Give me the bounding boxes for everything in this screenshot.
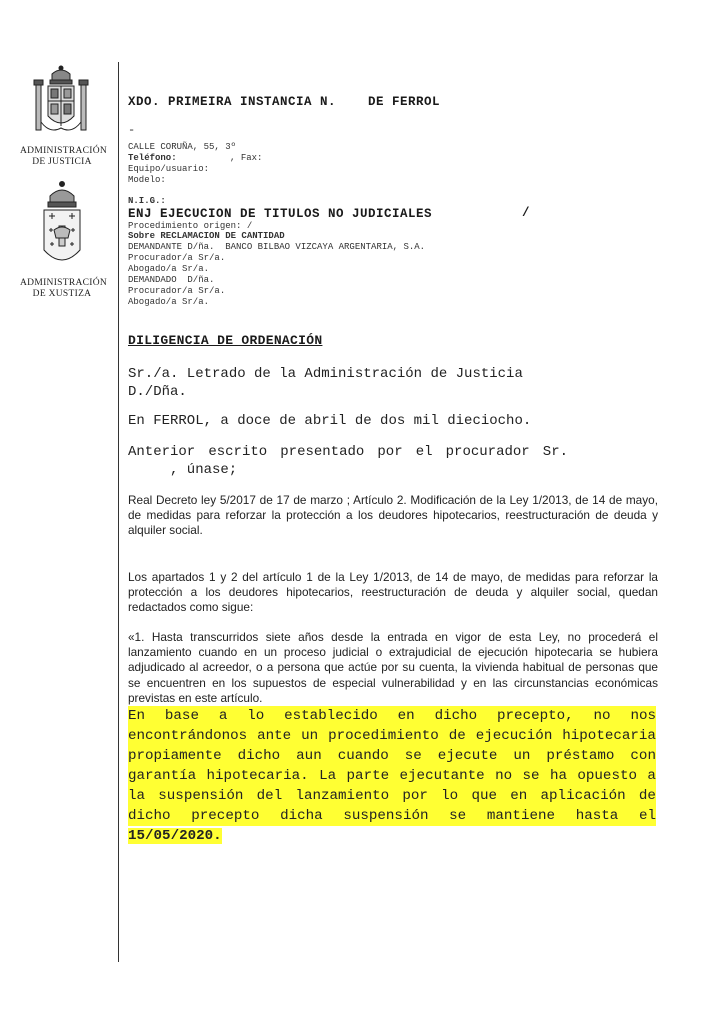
hl-line-3-word: dicho bbox=[237, 748, 281, 764]
hl-line-3-word: aun bbox=[296, 748, 322, 764]
hl-line-2-word: ante bbox=[257, 728, 292, 744]
hl-line-4-word: ejecutante bbox=[399, 768, 485, 784]
hl-line-4-word: a bbox=[647, 768, 656, 784]
diligencia-title: DILIGENCIA DE ORDENACIÓN bbox=[128, 333, 323, 348]
hl-line-1-word: En bbox=[128, 708, 146, 724]
team-label: Equipo/usuario: bbox=[128, 164, 210, 174]
defendant-abogado: Abogado/a Sr/a. bbox=[128, 297, 210, 307]
paragraph-apartados: Los apartados 1 y 2 del artículo 1 de la Ley 1/2013, de 14 de mayo, de medidas para reforzar la protección a los deudores hipotecarios, reestructuración de deuda y alquiler social, quedan redactados como sigue: bbox=[128, 570, 658, 615]
hl-line-1-word: dicho bbox=[434, 708, 478, 724]
hl-line-5-word: la bbox=[128, 788, 146, 804]
hl-line-6-word: hasta bbox=[575, 808, 619, 824]
hl-line-5-word: aplicación bbox=[540, 788, 626, 804]
letrado-line-1: Sr./a. Letrado de la Administración de Justicia bbox=[128, 366, 523, 382]
hl-line-3-word: con bbox=[630, 748, 656, 764]
hl-line-3-word: préstamo bbox=[546, 748, 615, 764]
hl-line-2-word: de bbox=[448, 728, 466, 744]
justicia-crest-icon bbox=[30, 64, 92, 146]
xustiza-label: ADMINISTRACIÓN DE XUSTIZA bbox=[20, 278, 108, 299]
escrito-line-1 bbox=[128, 443, 568, 461]
justicia-label: ADMINISTRACIÓN DE JUSTICIA bbox=[20, 146, 108, 167]
highlighted-paragraph bbox=[128, 706, 656, 846]
hl-line-4-word: parte bbox=[346, 768, 390, 784]
escrito-line-2: , únase; bbox=[170, 462, 238, 478]
hl-line-1-word: lo bbox=[247, 708, 265, 724]
hl-line-3-word: cuando bbox=[337, 748, 389, 764]
escrito-text: Anterior escrito presentado por el procurador Sr. bbox=[128, 444, 568, 460]
hl-line-1 bbox=[128, 706, 656, 726]
paragraph-real-decreto: Real Decreto ley 5/2017 de 17 de marzo ; Artículo 2. Modificación de la Ley 1/2013, de 14 de mayo, de medidas para reforzar la protección a los deudores hipotecarios, reestructuración de deuda y alquiler social. bbox=[128, 493, 658, 538]
procedure-slash: / bbox=[522, 206, 531, 220]
origin-label: Procedimiento origen: / bbox=[128, 221, 253, 231]
court-address: CALLE CORUÑA, 55, 3º bbox=[128, 142, 237, 152]
defendant-line: DEMANDADO D/ña. bbox=[128, 275, 215, 285]
hl-line-4-word: no bbox=[495, 768, 513, 784]
hl-line-1-word: establecido bbox=[284, 708, 378, 724]
model-label: Modelo: bbox=[128, 175, 166, 185]
phone-label-text: Teléfono: bbox=[128, 153, 177, 163]
hl-line-3-word: propiamente bbox=[128, 748, 222, 764]
suspension-date: 15/05/2020. bbox=[128, 828, 222, 844]
paragraph-quote: «1. Hasta transcurridos siete años desde la entrada en vigor de esta Ley, no procederá el lanzamiento cuando en un proceso judicial o extrajudicial de ejecución hipotecaria se hubiera adjudicado al acreedor, o a persona que actúe por su cuenta, la vivienda habitual de personas que se encuentren en los supuestos de especial vulnerabilidad y en las circunstancias económicas previstas en este artículo. bbox=[128, 630, 658, 705]
hl-line-5-word: por bbox=[402, 788, 428, 804]
hl-line-1-word: no bbox=[593, 708, 611, 724]
hl-line-3 bbox=[128, 746, 656, 766]
phone-label bbox=[128, 153, 262, 164]
hl-line-2-word: procedimiento bbox=[328, 728, 439, 744]
hl-line-5-word: en bbox=[510, 788, 528, 804]
hl-line-1-word: precepto, bbox=[497, 708, 574, 724]
fax-label: , Fax: bbox=[230, 153, 263, 163]
procedure-title: ENJ EJECUCION DE TITULOS NO JUDICIALES bbox=[128, 207, 433, 221]
subject-line: Sobre RECLAMACION DE CANTIDAD bbox=[128, 231, 285, 241]
hl-line-6-word: suspensión bbox=[343, 808, 429, 824]
header-dash: - bbox=[128, 123, 136, 137]
hl-line-1-word: en bbox=[397, 708, 415, 724]
hl-line-5-word: lanzamiento bbox=[295, 788, 390, 804]
hl-line-6-word: el bbox=[638, 808, 656, 824]
plaintiff-abogado: Abogado/a Sr/a. bbox=[128, 264, 210, 274]
letrado-line-2: D./Dña. bbox=[128, 384, 187, 400]
hl-line-2-word: encontrándonos bbox=[128, 728, 248, 744]
hl-line-4-word: garantía bbox=[128, 768, 197, 784]
hl-line-6-word: dicho bbox=[128, 808, 171, 824]
hl-line-5 bbox=[128, 786, 656, 806]
hl-line-3-word: se bbox=[404, 748, 422, 764]
hl-line-6-word: se bbox=[449, 808, 467, 824]
hl-line-4-word: hipotecaria. bbox=[206, 768, 309, 784]
hl-line-4-word: opuesto bbox=[577, 768, 637, 784]
hl-line-1-word: a bbox=[218, 708, 228, 724]
hl-line-6-word: precepto bbox=[191, 808, 260, 824]
xustiza-crest-icon bbox=[34, 180, 90, 278]
hl-line-6 bbox=[128, 806, 656, 826]
hl-line-3-word: un bbox=[513, 748, 531, 764]
hl-line-5-word: del bbox=[256, 788, 283, 804]
hl-line-1-word: nos bbox=[630, 708, 656, 724]
hl-line-1-word: base bbox=[164, 708, 199, 724]
hl-line-5-word: que bbox=[471, 788, 497, 804]
hl-line-5-word: lo bbox=[441, 788, 459, 804]
defendant-procurador: Procurador/a Sr/a. bbox=[128, 286, 226, 296]
hl-line-6-word: dicha bbox=[280, 808, 323, 824]
hl-line-4-word: se bbox=[522, 768, 540, 784]
hl-line-4-word: La bbox=[319, 768, 337, 784]
plaintiff-line: DEMANDANTE D/ña. BANCO BILBAO VIZCAYA ARGENTARIA, S.A. bbox=[128, 242, 426, 252]
hl-line-2 bbox=[128, 726, 656, 746]
margin-rule bbox=[118, 62, 119, 962]
hl-line-6-word: mantiene bbox=[486, 808, 556, 824]
hl-line-2-word: ejecución bbox=[475, 728, 553, 744]
date-line: En FERROL, a doce de abril de dos mil dieciocho. bbox=[128, 413, 532, 429]
hl-line-5-word: de bbox=[638, 788, 656, 804]
hl-line-2-word: un bbox=[301, 728, 319, 744]
hl-line-4-word: ha bbox=[549, 768, 567, 784]
plaintiff-procurador: Procurador/a Sr/a. bbox=[128, 253, 226, 263]
hl-line-4 bbox=[128, 766, 656, 786]
hl-line-3-word: ejecute bbox=[437, 748, 498, 764]
hl-line-2-word: hipotecaria bbox=[562, 728, 656, 744]
hl-line-5-word: suspensión bbox=[158, 788, 244, 804]
court-title: XDO. PRIMEIRA INSTANCIA N. DE FERROL bbox=[128, 95, 441, 109]
nig-label: N.I.G.: bbox=[128, 196, 166, 206]
